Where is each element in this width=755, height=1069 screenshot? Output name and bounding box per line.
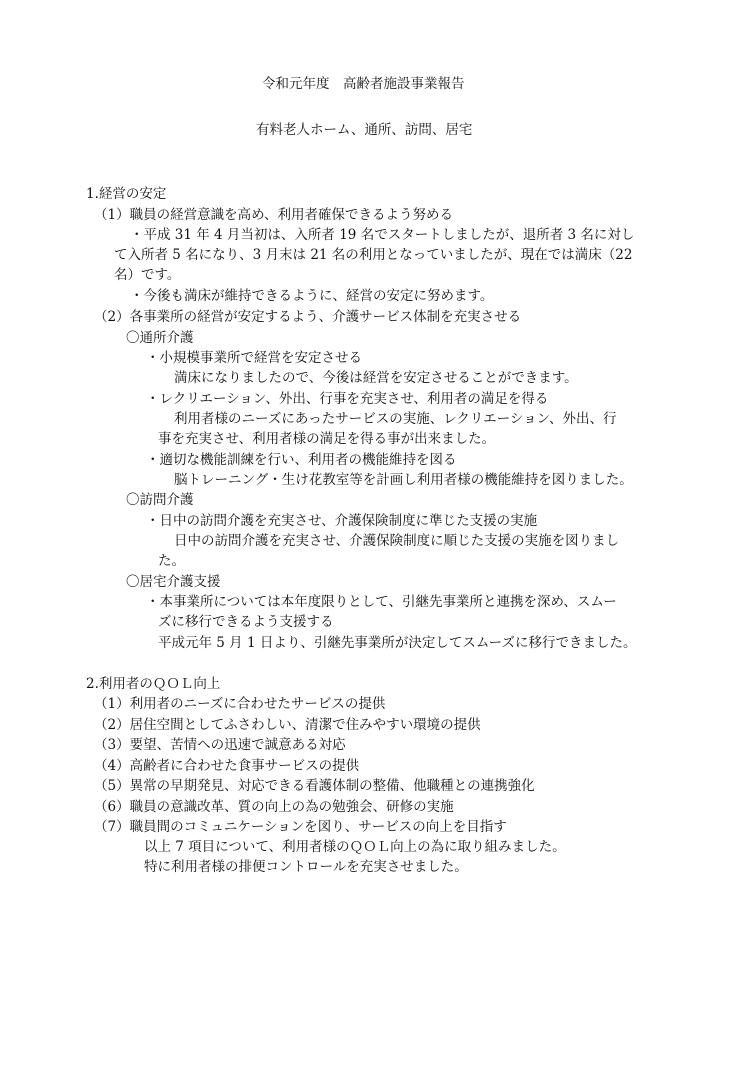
section-2-heading: 2.利用者のＱＯＬ向上 bbox=[86, 676, 221, 692]
section-2-list-item: （2）居住空間としてふさわしい、清潔で住みやすい環境の提供 bbox=[94, 717, 481, 733]
kyotaku-heading: 〇居宅介護支援 bbox=[126, 574, 221, 590]
section-1-item-2-label: （2）各事業所の経営が安定するよう、介護サービス体制を充実させる bbox=[94, 309, 522, 325]
section-1-heading: 1.経営の安定 bbox=[86, 186, 167, 202]
tsusho-bullet-text: 脳トレーニング・生け花教室等を計画し利用者様の機能維持を図りました。 bbox=[174, 472, 633, 488]
tsusho-bullet-text: 利用者様のニーズにあったサービスの実施、レクリエーション、外出、行 bbox=[174, 411, 617, 427]
tsusho-heading: 〇通所介護 bbox=[126, 330, 194, 346]
section-2-list-item: （6）職員の意識改革、質の向上の為の勉強会、研修の実施 bbox=[94, 799, 454, 815]
tsusho-bullet: ・レクリエーション、外出、行事を充実させ、利用者の満足を得る bbox=[146, 391, 549, 407]
tsusho-bullet: ・適切な機能訓練を行い、利用者の機能維持を図る bbox=[146, 452, 457, 468]
section-1-item-1-text: 名）です。 bbox=[114, 267, 181, 283]
section-1-item-1-text: て入所者 5 名になり、3 月末は 21 名の利用となっていましたが、現在では満床（22 bbox=[114, 247, 633, 263]
section-1-item-1-text: ・今後も満床が維持できるように、経営の安定に努めます。 bbox=[130, 288, 494, 304]
section-1-item-1-label: （1）職員の経営意識を高め、利用者確保できるよう努める bbox=[94, 207, 454, 223]
tsusho-bullet-text: 満床になりましたので、今後は経営を安定させることができます。 bbox=[174, 370, 578, 386]
section-2-list-item: （4）高齢者に合わせた食事サービスの提供 bbox=[94, 758, 360, 774]
section-2-list-item: （1）利用者のニーズに合わせたサービスの提供 bbox=[94, 696, 386, 712]
report-title: 令和元年度 高齢者施設事業報告 bbox=[262, 76, 465, 92]
houmon-bullet: ・日中の訪問介護を充実させ、介護保険制度に準じた支援の実施 bbox=[146, 513, 538, 529]
section-2-list-item: （3）要望、苦情への迅速で誠意ある対応 bbox=[94, 737, 346, 753]
kyotaku-bullet: ズに移行できるよう支援する bbox=[158, 614, 334, 630]
section-2-list-item: （5）異常の早期発見、対応できる看護体制の整備、他職種との連携強化 bbox=[94, 778, 535, 794]
section-2-summary: 特に利用者様の排便コントロールを充実させました。 bbox=[144, 859, 468, 875]
section-1-item-1-text: ・平成 31 年 4 月当初は、入所者 19 名でスタートしましたが、退所者 3 名に対し bbox=[130, 227, 635, 243]
kyotaku-bullet: ・本事業所については本年度限りとして、引継先事業所と連携を深め、スムー bbox=[146, 594, 617, 610]
houmon-bullet-text: 日中の訪問介護を充実させ、介護保険制度に順じた支援の実施を図りまし bbox=[174, 533, 620, 549]
tsusho-bullet: ・小規模事業所で経営を安定させる bbox=[146, 350, 362, 366]
houmon-heading: 〇訪問介護 bbox=[126, 492, 194, 508]
report-subtitle: 有料老人ホーム、通所、訪問、居宅 bbox=[256, 122, 473, 138]
houmon-bullet-text: た。 bbox=[158, 553, 185, 569]
kyotaku-bullet-text: 平成元年 5 月 1 日より、引継先事業所が決定してスムーズに移行できました。 bbox=[158, 635, 637, 651]
tsusho-bullet-text: 事を充実させ、利用者様の満足を得る事が出来ました。 bbox=[158, 431, 496, 447]
section-2-summary: 以上 7 項目について、利用者様のＱＯＬ向上の為に取り組みました。 bbox=[144, 839, 566, 855]
section-2-list-item: （7）職員間のコミュニケーションを図り、サービスの向上を目指す bbox=[94, 819, 507, 835]
